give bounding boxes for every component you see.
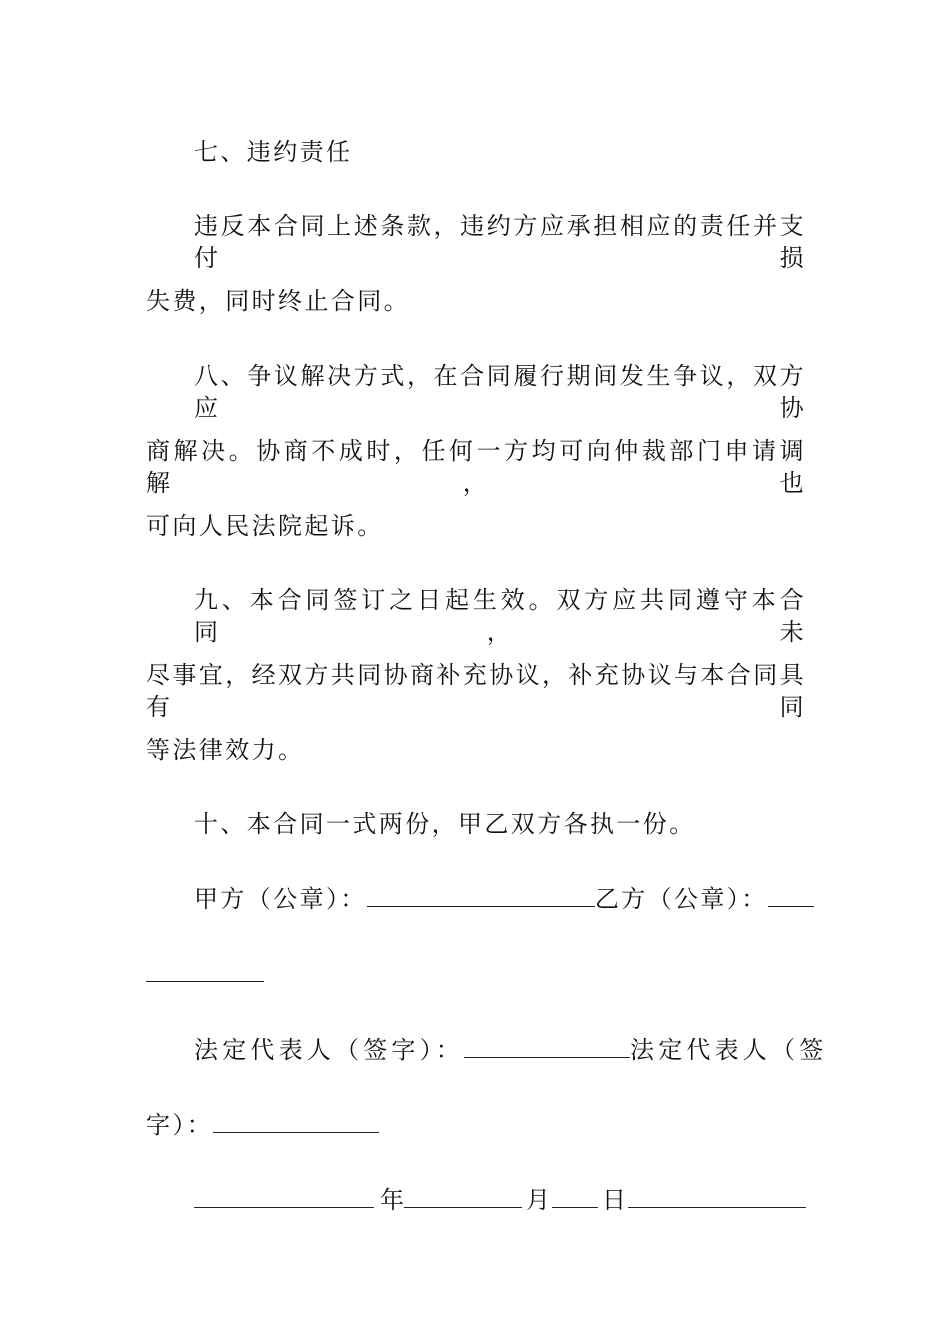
section-9-line-2: 尽事宜，经双方共同协商补充协议，补充协议与本合同具有同 [146,661,806,721]
day-blank[interactable] [628,1207,806,1208]
section-10-line-1: 十、本合同一式两份，甲乙双方各执一份。 [194,810,696,838]
section-9-line-1: 九、本合同签订之日起生效。双方应共同遵守本合同，未 [194,586,806,646]
date-blank-1[interactable] [194,1207,374,1208]
section-7-title: 七、违约责任 [194,138,353,166]
rep-a-blank[interactable] [464,1037,630,1058]
year-label: 年 [380,1186,407,1214]
year-blank[interactable] [404,1207,522,1208]
party-a-seal-blank[interactable] [367,886,595,907]
rep-a-label: 法定代表人（签字）： [194,1036,464,1064]
representative-row-continued [146,1109,806,1141]
party-seal-row [194,883,806,915]
section-8-line-1: 八、争议解决方式，在合同履行期间发生争议，双方应协 [194,362,806,422]
section-7-line-2: 失费，同时终止合同。 [146,287,410,315]
representative-row [194,1034,828,1066]
rep-b-blank[interactable] [213,1112,379,1133]
month-blank[interactable] [552,1207,598,1208]
section-7-line-1: 违反本合同上述条款，违约方应承担相应的责任并支付损 [194,212,806,272]
party-a-seal-label: 甲方（公章）： [194,885,367,913]
party-b-seal-label: 乙方（公章）： [594,885,768,913]
party-b-seal-blank-continued[interactable] [146,981,264,982]
rep-b-label-part2: 字）： [146,1111,214,1139]
section-8-line-3: 可向人民法院起诉。 [146,512,384,540]
day-label: 日 [602,1186,629,1214]
section-9-line-3: 等法律效力。 [146,736,305,764]
month-label: 月 [526,1186,553,1214]
section-8-line-2: 商解决。协商不成时，任何一方均可向仲裁部门申请调解，也 [146,437,806,497]
rep-b-label-part1: 法定代表人（签 [630,1036,828,1064]
party-b-seal-blank[interactable] [768,886,814,907]
